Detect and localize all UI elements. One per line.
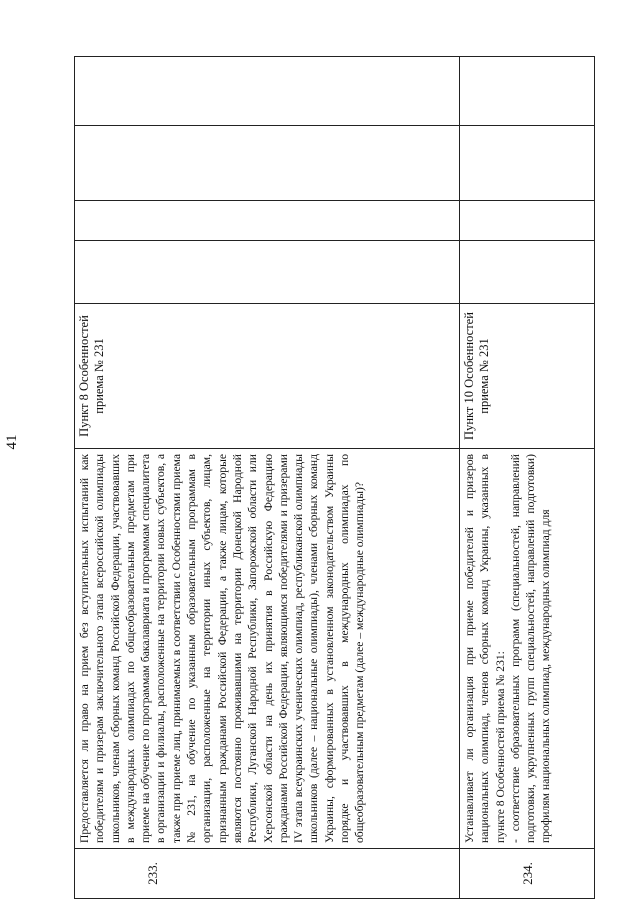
checklist-table xyxy=(74,56,595,899)
note-cell xyxy=(75,57,460,126)
question-cell xyxy=(460,449,595,849)
note-cell xyxy=(460,57,595,126)
row-number: 234. xyxy=(460,849,595,899)
question-cell xyxy=(75,449,460,849)
answer-cell-yes xyxy=(460,241,595,304)
reference-cell: Пункт 10 Особенностей приема № 231 xyxy=(460,304,595,449)
question-text: Предоставляется ли право на прием без вступительных испытаний как победителям и призерам заключительного этапа всероссийской олимпиады школьников, членам сборных команд Российской Федерации, участвовавших в международных олимпиадах по общеобразовательным предметам при приеме на обучение по программам бакалавриата и программам специалитета в организации и филиалы, расположенные на территории новых субъектов, а также при приеме лиц, принимаемых в соответствии с Особенностями приема № 231, на обучение по указанным образовательным программам в организации, расположенные на территории иных субъектов, лицам, признанным гражданами Российской Федерации, а также лицам, которые являются постоянно проживавшими на территории Донецкой Народной Республики, Луганской Народной Республики, Запорожской области или Херсонской области на день их принятия в Российскую Федерацию гражданами Российской Федерации, являющимся победителями и призерами IV этапа всеукраинских ученических олимпиад, республиканской олимпиады школьников (далее – национальные олимпиады), членами сборных команд Украины, сформированных в установленном законодательством Украины порядке и участвовавших в международных олимпиадах по общеобразовательным предметам (далее – международные олимпиады)? xyxy=(78,454,367,843)
answer-cell-yes xyxy=(75,241,460,304)
page-number: 41 xyxy=(4,434,20,450)
row-number: 233. xyxy=(75,849,460,899)
answer-cell-na xyxy=(460,126,595,201)
answer-cell-no xyxy=(75,201,460,241)
answer-cell-no xyxy=(460,201,595,241)
question-text: Устанавливает ли организация при приеме победителей и призеров национальных олимпиад, членов сборных команд Украины, указанных в пункте 8 Особенностей приема № 231: - соответствие образовательных программ (специальностей, направлений подготовки, укрупненных групп специальностей, направлений подготовки) профилям национальных олимпиад, международных олимпиад для xyxy=(463,454,553,843)
answer-cell-na xyxy=(75,126,460,201)
table-row xyxy=(75,57,460,899)
table-row xyxy=(460,57,595,899)
reference-cell: Пункт 8 Особенностей приема № 231 xyxy=(75,304,460,449)
